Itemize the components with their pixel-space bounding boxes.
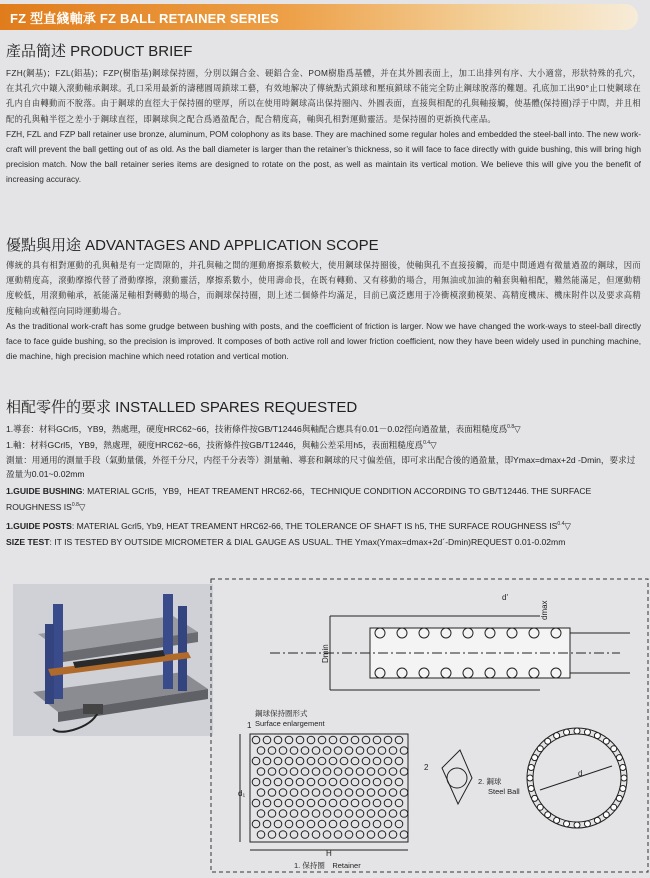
dmax-label: dmax <box>540 600 549 620</box>
section-heading-spares: 相配零件的要求 INSTALLED SPARES REQUESTED <box>6 399 358 416</box>
surface-ball <box>351 778 359 786</box>
surface-ball <box>395 820 403 828</box>
surface-ball <box>307 736 315 744</box>
ring-ball <box>616 795 622 801</box>
surface-ball <box>274 820 282 828</box>
section-heading-advantages: 優點與用途 ADVANTAGES AND APPLICATION SCOPE <box>6 237 379 254</box>
spare-post-en: 1.GUIDE POSTS: MATERIAL Gcrl5, Yb9, HEAT TREAMENT HRC62-66, THE TOLERANCE OF SHAFT IS h5, THE SURFACE ROUGHNESS $IS^{0.4}▽$ <box>6 520 571 531</box>
surface-ball <box>312 810 320 818</box>
surface-ball <box>312 768 320 776</box>
surface-ball <box>285 757 293 765</box>
surface-ball <box>373 757 381 765</box>
surface-ball <box>378 789 386 797</box>
surface-ball <box>263 820 271 828</box>
spare-test-zh: 測量：用通用的測量手段（氣動量儀，外徑千分尺，内徑千分表等）測量軸、導套和鋼球的尺寸偏差值，即可求出配合後的過盈量，即Ymax=dmax+2d -Dmin，要求过盈量为0.01~0.02mm <box>6 454 636 480</box>
surface-ball <box>345 810 353 818</box>
surface-ball <box>340 820 348 828</box>
surface-ball <box>362 757 370 765</box>
label-1: 1 <box>247 721 252 730</box>
surface-ball <box>395 736 403 744</box>
ring-ball <box>584 821 590 827</box>
ring-ball <box>564 729 570 735</box>
surface-ball <box>340 736 348 744</box>
surface-ball <box>356 747 364 755</box>
surface-ball <box>301 789 309 797</box>
surface-ball <box>351 799 359 807</box>
ring-ball <box>537 804 543 810</box>
surface-ball <box>257 789 265 797</box>
ring-ball <box>594 733 600 739</box>
surface-ball <box>285 778 293 786</box>
surface-ball <box>301 810 309 818</box>
surface-ball <box>329 799 337 807</box>
surface-ball <box>290 768 298 776</box>
surface-ball <box>400 831 408 839</box>
surface-ball <box>362 799 370 807</box>
surface-ball <box>329 778 337 786</box>
surface-ball <box>307 778 315 786</box>
surface-ball <box>290 789 298 797</box>
surface-ball <box>367 747 375 755</box>
surface-ball <box>384 799 392 807</box>
surface-ball <box>285 799 293 807</box>
h-label: H <box>326 849 332 858</box>
dmin-label: Dmin <box>321 644 330 663</box>
brief-text <box>6 66 641 188</box>
surface-ball <box>329 736 337 744</box>
ring-ball <box>620 765 626 771</box>
surface-ball <box>312 747 320 755</box>
surface-ball <box>263 778 271 786</box>
surface-ball <box>274 757 282 765</box>
surface-ball <box>312 831 320 839</box>
surface-ball <box>400 768 408 776</box>
surface-ball <box>252 799 260 807</box>
page-title: FZ 型直綫軸承 FZ BALL RETAINER SERIES <box>10 11 279 26</box>
surface-ball <box>268 789 276 797</box>
surface-ball <box>389 810 397 818</box>
surface-ball <box>296 778 304 786</box>
ring-ball <box>545 738 551 744</box>
surface-ball <box>334 768 342 776</box>
surface-ball <box>307 799 315 807</box>
advantages-chinese: 傳統的具有相對運動的孔與軸是有一定間隙的，并孔與軸之間的運動磨擦系數較大，使用鋼球保持圈後，使軸與孔不直接接觸，而是中間通過有微量過盈的鋼球，因而運動精度高，滾動摩擦代替了滑動摩擦，滾動靈活，摩擦系數小，使用壽命長，在既有轉動、又有移動的場合，用無油或加油的軸套與軸相配，難然能滿足，但運動精度較低，用滾動軸承，祇能滿足軸相對轉動的場合，而鋼球保持圈，則上述二個條件均滿足，目前已廣泛應用于冷衝模滾動模架、高精度機床、機床附件以及要求高精度軸向或軸徑向同時運動場合。 <box>6 260 641 316</box>
surface-ball <box>307 820 315 828</box>
surface-ball <box>252 778 260 786</box>
surface-ball <box>318 736 326 744</box>
surface-ball <box>351 757 359 765</box>
surface-ball <box>257 831 265 839</box>
spare-test-en: SIZE TEST: IT IS TESTED BY OUTSIDE MICROMETER & DIAL GAUGE AS USUAL. THE Ymax(Ymax=dmax+2d´-Dmin)REQUEST 0.01-0.02mm <box>6 536 566 547</box>
surface-ball <box>389 768 397 776</box>
surface-ball <box>351 820 359 828</box>
surface-ball <box>356 768 364 776</box>
surface-ball <box>274 736 282 744</box>
title-banner <box>0 4 638 30</box>
surface-ball <box>296 820 304 828</box>
ring-ball <box>564 821 570 827</box>
surface-ball <box>263 736 271 744</box>
surface-ball <box>384 778 392 786</box>
surface-ball <box>400 789 408 797</box>
surface-ball <box>257 747 265 755</box>
surface-ball <box>257 768 265 776</box>
surface-ball <box>395 757 403 765</box>
steel-ball-en: Steel Ball <box>488 787 520 796</box>
surface-balls <box>252 736 408 838</box>
surface-ball <box>290 831 298 839</box>
surface-ball <box>318 799 326 807</box>
surface-ball <box>351 736 359 744</box>
spare-bushing-zh: 1.導套：材料GCrl5，YB9，熱處理，硬度HRC62~66，技術條件按GB/T12446與軸配合應具有0.01－0.02徑向過盈量，表面粗糙度爲$^{0.8}$▽ <box>6 423 521 434</box>
surface-ball <box>334 747 342 755</box>
surface-ball <box>296 757 304 765</box>
surface-ball <box>362 778 370 786</box>
surface-ball <box>340 757 348 765</box>
surface-ball <box>323 810 331 818</box>
ring-ball <box>527 775 533 781</box>
surface-ball <box>252 757 260 765</box>
surface-ball <box>367 831 375 839</box>
ring-ball <box>532 755 538 761</box>
surface-ball <box>263 757 271 765</box>
surface-ball <box>257 810 265 818</box>
surface-ball <box>345 789 353 797</box>
retainer-label: 1. 保持圈 Retainer <box>294 861 361 870</box>
ring-ball <box>603 812 609 818</box>
surface-ball <box>389 747 397 755</box>
surface-ball <box>323 831 331 839</box>
surface-ball <box>345 768 353 776</box>
surface-ball <box>378 768 386 776</box>
surface-ball <box>334 831 342 839</box>
ring-ball <box>574 822 580 828</box>
ring-ball <box>621 775 627 781</box>
die-set-photo <box>13 584 213 736</box>
surface-en: Surface enlargement <box>255 719 325 728</box>
surface-ball <box>252 820 260 828</box>
surface-ball <box>268 810 276 818</box>
surface-ball <box>318 757 326 765</box>
surface-ball <box>268 747 276 755</box>
surface-ball <box>318 820 326 828</box>
d-label: d <box>578 769 583 778</box>
surface-ball <box>340 799 348 807</box>
surface-ball <box>367 789 375 797</box>
d1-label: d₁ <box>238 789 246 798</box>
ring-ball <box>620 785 626 791</box>
ring-ball <box>532 795 538 801</box>
surface-ball <box>296 799 304 807</box>
spare-post-zh: 1.軸：材料GCrl5，YB9，熱處理，硬度HRC62~66，技術條件按GB/T12446，與軸公差采用h5，表面粗糙度爲$^{0.4}$▽ <box>6 440 437 451</box>
surface-ball <box>340 778 348 786</box>
surface-ball <box>356 789 364 797</box>
surface-ball <box>323 789 331 797</box>
surface-ball <box>367 768 375 776</box>
surface-ball <box>274 799 282 807</box>
surface-ball <box>378 810 386 818</box>
surface-ball <box>301 768 309 776</box>
ring-ball <box>574 728 580 734</box>
spare-bushing-en: 1.GUIDE BUSHING: MATERIAL GCrl5，YB9，HEAT TREAMENT HRC62-66，TECHNIQUE CONDITION ACCORDING TO GB/T12446. THE SURFACE ROUGHNESS $IS^{0.8}▽$ <box>6 485 592 513</box>
surface-ball <box>268 768 276 776</box>
ring-ball <box>603 738 609 744</box>
surface-ball <box>301 747 309 755</box>
section-heading-brief: 產品簡述 PRODUCT BRIEF <box>6 43 193 60</box>
surface-ball <box>362 736 370 744</box>
technical-drawing <box>210 578 650 874</box>
surface-ball <box>389 831 397 839</box>
spares-text <box>6 420 642 549</box>
surface-ball <box>323 747 331 755</box>
surface-ball <box>384 820 392 828</box>
advantages-english: As the traditional work-craft has some grudge between bushing with posts, and the coefficient of friction is larger. Now we have changed the work-ways to steel-ball directly face to face guide bushing, so the precision is improved. It composes of both active roll and lower friction coefficient, now they have been widely used in punching machine, die machine, high precision machine which need rotation and vertical motion. <box>6 320 641 362</box>
surface-ball <box>395 778 403 786</box>
surface-ball <box>268 831 276 839</box>
surface-ball <box>290 810 298 818</box>
ring-ball <box>537 746 543 752</box>
surface-ball <box>312 789 320 797</box>
surface-ball <box>378 831 386 839</box>
surface-ball <box>274 778 282 786</box>
surface-ball <box>384 736 392 744</box>
surface-zh: 鋼球保持圈形式 <box>255 709 308 718</box>
surface-ball <box>378 747 386 755</box>
surface-ball <box>252 736 260 744</box>
surface-ball <box>279 789 287 797</box>
surface-ball <box>263 799 271 807</box>
steel-ball-zh: 2. 鋼球 <box>478 777 502 786</box>
surface-ball <box>279 747 287 755</box>
surface-ball <box>362 820 370 828</box>
surface-ball <box>329 757 337 765</box>
surface-ball <box>318 778 326 786</box>
surface-ball <box>395 799 403 807</box>
surface-ball <box>345 747 353 755</box>
surface-ball <box>290 747 298 755</box>
surface-ball <box>389 789 397 797</box>
surface-ball <box>279 831 287 839</box>
surface-ball <box>307 757 315 765</box>
ring-ball <box>611 746 617 752</box>
ring-ball <box>616 755 622 761</box>
surface-ball <box>301 831 309 839</box>
surface-ball <box>356 831 364 839</box>
surface-ball <box>296 736 304 744</box>
advantages-text <box>6 258 641 364</box>
surface-ball <box>329 820 337 828</box>
surface-ball <box>285 820 293 828</box>
ring-ball <box>528 765 534 771</box>
ring-ball <box>584 729 590 735</box>
surface-ball <box>373 736 381 744</box>
surface-ball <box>279 810 287 818</box>
surface-ball <box>373 799 381 807</box>
surface-ball <box>384 757 392 765</box>
ring-ball <box>545 812 551 818</box>
surface-ball <box>373 820 381 828</box>
surface-ball <box>356 810 364 818</box>
surface-ball <box>367 810 375 818</box>
surface-ball <box>400 810 408 818</box>
surface-ball <box>334 810 342 818</box>
surface-ball <box>323 768 331 776</box>
label-2: 2 <box>424 763 429 772</box>
d-prime-label: d' <box>502 593 508 602</box>
surface-ball <box>373 778 381 786</box>
surface-ball <box>279 768 287 776</box>
ring-ball <box>554 817 560 823</box>
brief-english: FZH, FZL and FZP ball retainer use bronze, aluminum, POM colophony as its base. They are machined some regular holes and embedded the steel-ball into. The new work-craft will prevent the ball getting out of as old. As the ball diameter is larger than the retainer’s thickness, so it will face to face directly with guide bushing, this will bring high precision match. Now the ball retainer series items are designed to rotate on the post, as well as maintain its vertical motion. We believe this will give you the benefit of increasing accuracy. <box>6 128 641 185</box>
ring-ball <box>594 817 600 823</box>
brief-chinese: FZH(鋼基)；FZL(鋁基)；FZP(樹脂基)鋼球保持圈，分別以銅合金、硬鋁合金、POM樹脂爲基體，并在其外圓表面上，加工出排列有序、大小適當，形狀特殊的孔穴，在其孔穴中鑲入滾動軸承鋼球。孔口采用最新的濤穗圓周鎖球工藝，有效地解决了傳統點式鎖球和壓痕鎖球不能完全防止鋼球脫落的難題。孔底加工出90°止口使鋼球在孔内自由轉動而不脫落。由于鋼球的直徑大于保持圈的壁厚，所以在使用時鋼球高出保持圈內、外圓表面，直接與相配的孔與軸接觸，使基體(保持圈)浮于中間，并且相配的孔與軸半徑之差小于鋼球直徑，即鋼球與之配合爲過盈配合，配合精度高，軸與孔相對運動靈活。是保持圈的更新换代產品。 <box>6 68 641 124</box>
ring-ball <box>554 733 560 739</box>
ring-ball <box>528 785 534 791</box>
surface-ball <box>345 831 353 839</box>
surface-ball <box>285 736 293 744</box>
surface-ball <box>400 747 408 755</box>
surface-ball <box>334 789 342 797</box>
ring-ball <box>611 804 617 810</box>
